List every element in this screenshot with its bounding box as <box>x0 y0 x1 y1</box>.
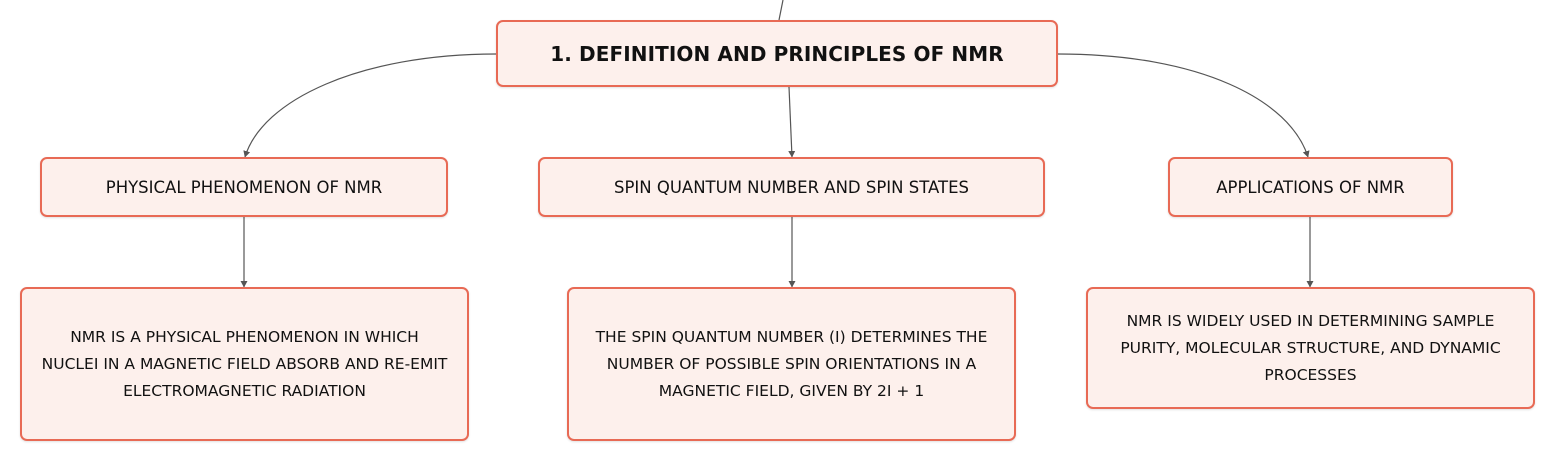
subtopic-label: SPIN QUANTUM NUMBER AND SPIN STATES <box>613 177 970 197</box>
detail-physical-phenomenon[interactable] <box>20 287 469 441</box>
root-topic-node[interactable] <box>496 20 1058 87</box>
detail-applications[interactable] <box>1086 287 1535 409</box>
connector-root-to-branch-2 <box>789 87 792 157</box>
subtopic-applications[interactable] <box>1168 157 1453 217</box>
subtopic-physical-phenomenon[interactable] <box>40 157 448 217</box>
subtopic-label: APPLICATIONS OF NMR <box>1216 177 1405 197</box>
detail-text: NMR IS A PHYSICAL PHENOMENON IN WHICH NUCLEI IN A MAGNETIC FIELD ABSORB AND RE-EMIT ELECTROMAGNETIC RADIATION <box>41 327 448 400</box>
incoming-connector <box>779 0 783 20</box>
root-topic-label: 1. DEFINITION AND PRINCIPLES OF NMR <box>550 41 1004 66</box>
subtopic-label: PHYSICAL PHENOMENON OF NMR <box>105 177 383 197</box>
connector-root-to-branch-3 <box>1058 54 1308 157</box>
connector-root-to-branch-1 <box>245 54 496 157</box>
detail-text: THE SPIN QUANTUM NUMBER (I) DETERMINES THE NUMBER OF POSSIBLE SPIN ORIENTATIONS IN A MAGNETIC FIELD, GIVEN BY 2I + 1 <box>595 327 988 400</box>
detail-text: NMR IS WIDELY USED IN DETERMINING SAMPLE PURITY, MOLECULAR STRUCTURE, AND DYNAMIC PROCESSES <box>1120 311 1501 384</box>
subtopic-spin-quantum-number[interactable] <box>538 157 1045 217</box>
detail-spin-quantum-number[interactable] <box>567 287 1016 441</box>
